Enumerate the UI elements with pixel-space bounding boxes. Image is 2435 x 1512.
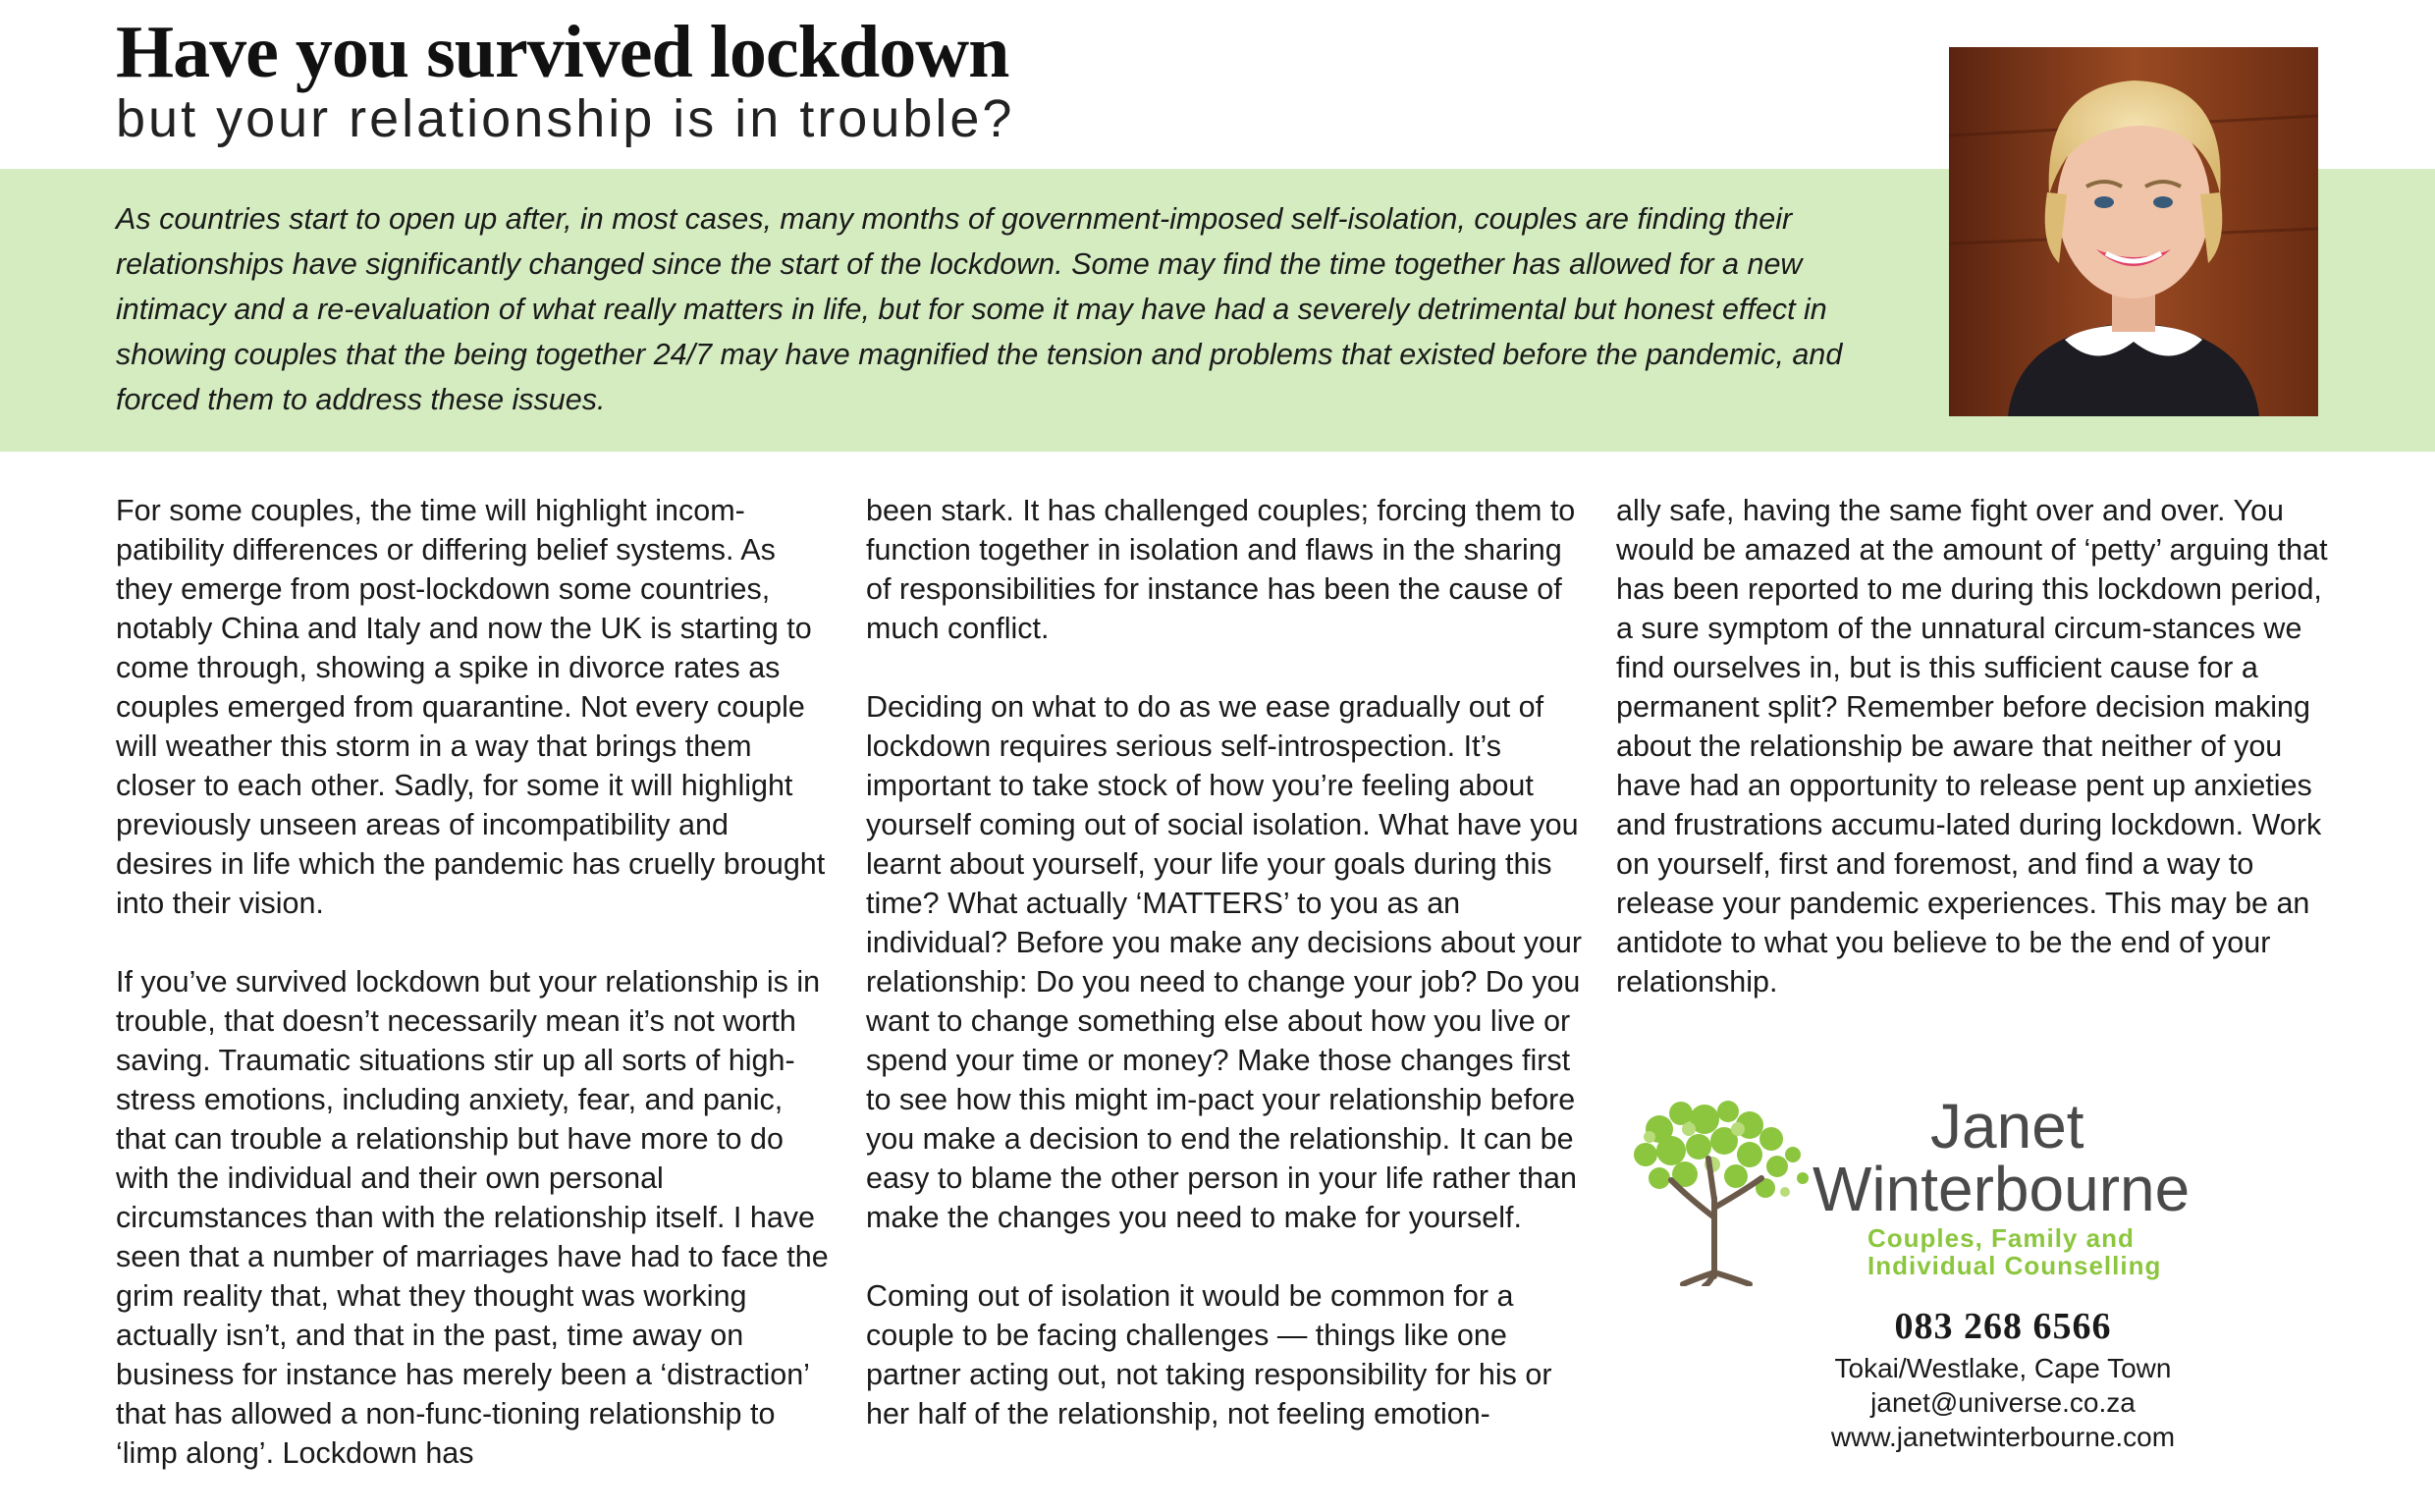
email-address: janet@universe.co.za (1870, 1387, 2136, 1418)
body-paragraph: been stark. It has challenged couples; forcing them to function together in isolation and flaws in the sharing of responsibilities for instance has been the cause of much conflict. (866, 494, 1576, 645)
logo-tagline-2: Individual Counselling (1867, 1251, 2162, 1280)
article-title: Have you survived lockdown (116, 11, 1009, 93)
portrait-photo (1949, 47, 2318, 416)
website-url: www.janetwinterbourne.com (1830, 1422, 2176, 1452)
logo-first-name: Janet (1930, 1091, 2084, 1161)
phone-number: 083 268 6566 (1894, 1306, 2112, 1347)
body-paragraph: Deciding on what to do as we ease gradually out of lockdown requires serious self-introspection. It’s important to take stock of how you’re feeling about yourself coming out of social isolation. What have you learnt about yourself, your life your goals during this time? What actually ‘MATTERS’ to you as an individual? Before you make any decisions about your relationship: Do you need to change your job? Do you want to change something else about how you live or spend your time or money? Make those changes first to see how this might im-pact your relationship before you make a decision to end the relationship. It can be easy to blame the other person in your life rather than make the changes you need to make for yourself. (866, 690, 1583, 1234)
intro-paragraph: As countries start to open up after, in most cases, many months of government-imposed self-isolation, couples are finding their relationships have significantly changed since the start of the lockdown. Some may find the time together has allowed for a new intimacy and a re-evaluation of what really matters in life, but for some it may have had a severely detrimental but honest effect in showing couples that the being together 24/7 may have magnified the tension and problems that existed before the pandemic, and forced them to address these issues. (116, 202, 1843, 416)
body-column-2 (866, 491, 1583, 1473)
logo-last-name: Winterbourne (1813, 1154, 2191, 1224)
body-paragraph: If you’ve survived lockdown but your relationship is in trouble, that doesn’t necessarily mean it’s not worth saving. Traumatic situations stir up all sorts of high-stress emotions, including anxiety, fear, and panic, that can trouble a relationship but have more to do with the individual and their own personal circumstances than with the relationship itself. I have seen that a number of marriages have had to face the grim reality that, what they thought was working actually isn’t, and that in the past, time away on business for instance has merely been a ‘distraction’ that has allowed a non-func-tioning relationship to ‘limp along’. Lockdown has (116, 965, 829, 1470)
logo-tagline-1: Couples, Family and (1867, 1223, 2135, 1253)
article-subtitle: but your relationship is in trouble? (116, 89, 1015, 148)
location: Tokai/Westlake, Cape Town (1834, 1353, 2172, 1383)
body-paragraph: ally safe, having the same fight over and over. You would be amazed at the amount of ‘petty’ arguing that has been reported to me during this lockdown period, a sure symptom of the unnatural circum-stances we find ourselves in, but is this sufficient cause for a permanent split? Remember before decision making about the relationship be aware that neither of you have had an opportunity to release pent up anxieties and frustrations accumu-lated during lockdown. Work on yourself, first and foremost, and find a way to release your pandemic experiences. This may be an antidote to what you believe to be the end of your relationship. (1616, 494, 2328, 999)
body-column-3 (1616, 491, 2343, 1041)
contact-block (1767, 1302, 2239, 1454)
body-paragraph: For some couples, the time will highlight incom-patibility differences or differing belief systems. As they emerge from post-lockdown some countries, notably China and Italy and now the UK is starting to come through, showing a spike in divorce rates as couples emerged from quarantine. Not every couple will weather this storm in a way that brings them closer to each other. Sadly, for some it will highlight previously unseen areas of incompatibility and desires in life which the pandemic has cruelly brought into their vision. (116, 494, 826, 920)
body-column-1 (116, 491, 833, 1512)
tree-icon (1620, 1090, 1816, 1286)
body-paragraph: Coming out of isolation it would be common for a couple to be facing challenges — things like one partner acting out, not taking responsibility for his or her half of the relationship, not feeling emotion- (866, 1279, 1552, 1431)
counselling-logo (1620, 1090, 2248, 1286)
